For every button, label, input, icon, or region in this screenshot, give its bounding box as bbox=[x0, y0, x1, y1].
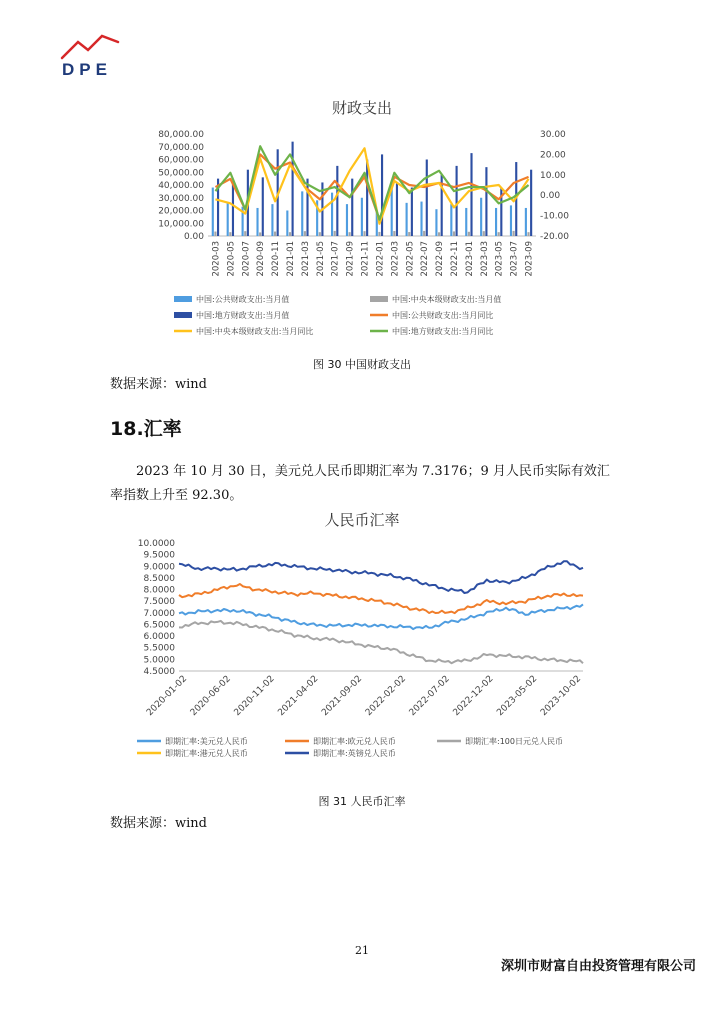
bar bbox=[470, 153, 472, 236]
bar bbox=[229, 232, 231, 236]
bar bbox=[301, 191, 303, 236]
legend-label: 即期汇率:英镑兑人民币 bbox=[313, 749, 396, 758]
bar bbox=[346, 204, 348, 236]
y2-tick-label: -20.00 bbox=[540, 232, 570, 242]
x-tick-label: 2021-09 bbox=[345, 241, 356, 277]
y-tick-label: 30,000.00 bbox=[158, 193, 204, 204]
bar bbox=[510, 205, 512, 236]
bar bbox=[527, 232, 529, 236]
x-tick-label: 2022-12-02 bbox=[451, 674, 496, 719]
section-heading: 18.汇率 bbox=[110, 418, 182, 440]
x-tick-label: 2021-05 bbox=[315, 241, 326, 277]
y2-tick-label: 20.00 bbox=[540, 150, 566, 161]
x-tick-label: 2020-11 bbox=[271, 241, 282, 277]
y2-tick-label: -10.00 bbox=[540, 211, 570, 222]
bar bbox=[304, 231, 306, 236]
bar bbox=[426, 160, 428, 237]
x-tick-label: 2022-09 bbox=[435, 241, 446, 277]
bar bbox=[274, 232, 276, 236]
y-tick-label: 5.0000 bbox=[143, 655, 175, 666]
y2-tick-label: 0.00 bbox=[540, 191, 561, 202]
figure-31-source: 数据来源：wind bbox=[110, 816, 207, 831]
x-tick-label: 2020-06-02 bbox=[188, 674, 233, 719]
x-tick-label: 2023-01 bbox=[464, 241, 475, 277]
y-tick-label: 8.0000 bbox=[143, 585, 175, 596]
x-tick-label: 2020-11-02 bbox=[232, 674, 277, 719]
y-tick-label: 10,000.00 bbox=[158, 219, 204, 230]
bar bbox=[262, 177, 264, 236]
series-line bbox=[179, 621, 583, 663]
y-tick-label: 7.0000 bbox=[143, 608, 175, 619]
bar bbox=[483, 231, 485, 236]
bar bbox=[351, 179, 353, 236]
legend-label: 中国:公共财政支出:当月同比 bbox=[392, 311, 494, 320]
legend-label: 中国:中央本级财政支出:当月值 bbox=[392, 295, 502, 304]
y-tick-label: 4.5000 bbox=[143, 667, 175, 677]
rmb-exchange-rate-chart bbox=[125, 533, 595, 773]
x-tick-label: 2022-07 bbox=[420, 241, 431, 277]
bar bbox=[227, 203, 229, 236]
x-tick-label: 2022-02-02 bbox=[363, 674, 409, 719]
figure-30-caption: 图 30 中国财政支出 bbox=[313, 358, 411, 371]
x-tick-label: 2023-10-02 bbox=[539, 674, 584, 719]
bar bbox=[411, 188, 413, 236]
bar bbox=[378, 232, 380, 236]
chart-title: 人民币汇率 bbox=[324, 511, 400, 529]
legend-label: 中国:地方财政支出:当月同比 bbox=[392, 327, 494, 336]
bar bbox=[256, 208, 258, 236]
bar bbox=[212, 188, 214, 236]
x-tick-label: 2020-07 bbox=[241, 241, 252, 277]
y-tick-label: 6.5000 bbox=[143, 620, 175, 631]
legend-label: 即期汇率:港元兑人民币 bbox=[165, 749, 248, 758]
x-tick-label: 2023-05-02 bbox=[495, 674, 540, 719]
bar bbox=[334, 231, 336, 236]
x-tick-label: 2020-09 bbox=[256, 241, 267, 277]
series-line bbox=[179, 604, 583, 629]
y-tick-label: 20,000.00 bbox=[158, 206, 204, 217]
bar bbox=[435, 209, 437, 236]
legend-swatch bbox=[174, 296, 192, 302]
bar bbox=[349, 232, 351, 236]
bar bbox=[286, 211, 288, 237]
bar bbox=[331, 193, 333, 236]
x-tick-label: 2021-03 bbox=[300, 241, 311, 277]
bar bbox=[420, 202, 422, 236]
series-line bbox=[179, 584, 583, 613]
x-tick-label: 2021-04-02 bbox=[276, 674, 321, 719]
x-tick-label: 2022-05 bbox=[405, 241, 416, 277]
y-tick-label: 9.0000 bbox=[143, 562, 175, 573]
x-tick-label: 2023-03 bbox=[479, 241, 490, 277]
bar bbox=[480, 198, 482, 236]
logo-text: DPE bbox=[62, 60, 112, 79]
bar bbox=[336, 166, 338, 236]
y-tick-label: 8.5000 bbox=[143, 573, 175, 584]
x-tick-label: 2022-07-02 bbox=[407, 674, 452, 719]
body-paragraph: 2023 年 10 月 30 日，美元兑人民币即期汇率为 7.3176；9 月人民币实际有效汇率指数上升至 92.30。 bbox=[110, 464, 610, 503]
x-tick-label: 2020-01-02 bbox=[145, 674, 190, 719]
bar bbox=[232, 181, 234, 236]
bar bbox=[393, 231, 395, 236]
bar bbox=[366, 160, 368, 237]
bar bbox=[271, 204, 273, 236]
y-tick-label: 80,000.00 bbox=[158, 130, 204, 140]
legend-label: 即期汇率:美元兑人民币 bbox=[165, 737, 248, 746]
figure-31-caption: 图 31 人民币汇率 bbox=[318, 795, 406, 808]
x-tick-label: 2021-01 bbox=[286, 241, 296, 277]
figure-30-source: 数据来源：wind bbox=[110, 377, 207, 392]
legend-swatch bbox=[174, 312, 192, 318]
legend-label: 中国:中央本级财政支出:当月同比 bbox=[196, 327, 314, 336]
legend-label: 中国:公共财政支出:当月值 bbox=[196, 295, 290, 304]
chart-title: 财政支出 bbox=[331, 99, 392, 117]
y-tick-label: 70,000.00 bbox=[158, 142, 204, 153]
bar bbox=[361, 198, 363, 236]
x-tick-label: 2023-07 bbox=[509, 241, 520, 277]
y2-tick-label: 10.00 bbox=[540, 170, 566, 181]
bar bbox=[465, 208, 467, 236]
y-tick-label: 60,000.00 bbox=[158, 155, 204, 166]
x-tick-label: 2020-03 bbox=[211, 241, 222, 277]
series-line bbox=[179, 561, 583, 593]
bar bbox=[259, 232, 261, 236]
bar bbox=[453, 231, 455, 236]
y-tick-label: 9.5000 bbox=[143, 550, 175, 561]
bar bbox=[289, 232, 291, 236]
y-tick-label: 6.0000 bbox=[143, 632, 175, 643]
legend-label: 即期汇率:欧元兑人民币 bbox=[313, 737, 396, 746]
bar bbox=[513, 231, 515, 236]
bar bbox=[495, 208, 497, 236]
legend-swatch bbox=[370, 296, 388, 302]
x-tick-label: 2023-09 bbox=[524, 241, 535, 277]
x-tick-label: 2022-03 bbox=[390, 241, 401, 277]
company-name: 深圳市财富自由投资管理有限公司 bbox=[500, 959, 696, 974]
bar bbox=[408, 232, 410, 236]
x-tick-label: 2022-11 bbox=[450, 241, 460, 277]
bar bbox=[214, 232, 216, 236]
bar bbox=[319, 232, 321, 236]
bar bbox=[396, 182, 398, 236]
bar bbox=[406, 203, 408, 236]
x-tick-label: 2022-01 bbox=[375, 240, 386, 277]
y2-tick-label: 30.00 bbox=[540, 130, 566, 140]
bar bbox=[456, 166, 458, 236]
bar bbox=[381, 154, 383, 236]
bar bbox=[525, 208, 527, 236]
y-tick-label: 10.0000 bbox=[137, 539, 175, 549]
x-tick-label: 2021-09-02 bbox=[320, 674, 365, 719]
y-tick-label: 0.00 bbox=[183, 232, 204, 242]
x-tick-label: 2021-07 bbox=[330, 241, 341, 277]
x-tick-label: 2020-05 bbox=[226, 241, 237, 277]
bar bbox=[423, 231, 425, 236]
bar bbox=[244, 231, 246, 236]
y-tick-label: 40,000.00 bbox=[158, 181, 204, 191]
page-number: 21 bbox=[355, 944, 369, 957]
bar bbox=[498, 232, 500, 236]
bar bbox=[391, 188, 393, 236]
bar bbox=[468, 232, 470, 236]
bar bbox=[363, 231, 365, 236]
bar bbox=[450, 204, 452, 236]
bar bbox=[438, 232, 440, 236]
x-tick-label: 2021-11 bbox=[360, 241, 371, 277]
x-tick-label: 2023-05 bbox=[494, 241, 505, 277]
bar bbox=[485, 167, 487, 236]
y-tick-label: 7.5000 bbox=[143, 597, 175, 608]
legend-label: 即期汇率:100日元兑人民币 bbox=[465, 737, 563, 746]
bar bbox=[530, 170, 532, 236]
y-tick-label: 5.5000 bbox=[143, 643, 175, 654]
y-tick-label: 50,000.00 bbox=[158, 168, 204, 179]
legend-label: 中国:地方财政支出:当月值 bbox=[196, 311, 290, 320]
fiscal-expenditure-chart bbox=[140, 122, 590, 354]
